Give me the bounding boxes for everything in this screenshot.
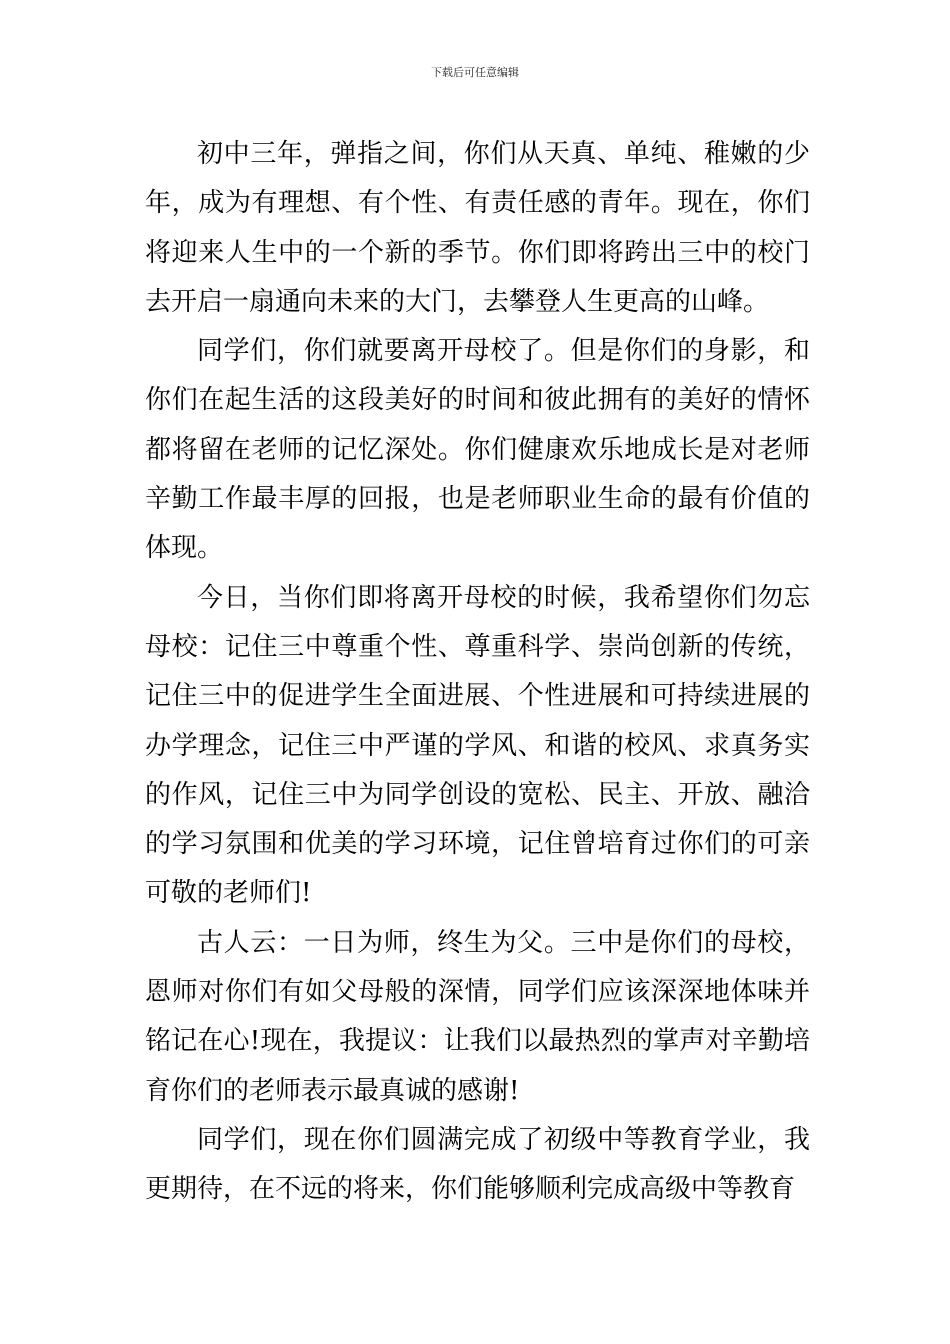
paragraph-1: 初中三年，弹指之间，你们从天真、单纯、稚嫩的少年，成为有理想、有个性、有责任感的青年。现在，你们将迎来人生中的一个新的季节。你们即将跨出三中的校门去开启一扇通向未来的大门，去攀登人生更高的山峰。 <box>145 139 810 317</box>
document-body <box>145 130 810 1215</box>
paragraph-2: 同学们，你们就要离开母校了。但是你们的身影，和你们在起生活的这段美好的时间和彼此拥有的美好的情怀都将留在老师的记忆深处。你们健康欢乐地成长是对老师辛勤工作最丰厚的回报，也是老师职业生命的最有价值的体现。 <box>145 336 810 564</box>
page-header: 下载后可任意编辑 <box>431 66 519 79</box>
paragraph-5: 同学们，现在你们圆满完成了初级中等教育学业，我更期待，在不远的将来，你们能够顺利完成高级中等教育 <box>145 1124 810 1205</box>
paragraph-4: 古人云：一日为师，终生为父。三中是你们的母校，恩师对你们有如父母般的深情，同学们应该深深地体味并铭记在心!现在，我提议：让我们以最热烈的掌声对辛勤培育你们的老师表示最真诚的感谢! <box>145 927 810 1106</box>
paragraph-3: 今日，当你们即将离开母校的时候，我希望你们勿忘母校：记住三中尊重个性、尊重科学、崇尚创新的传统，记住三中的促进学生全面进展、个性进展和可持续进展的办学理念，记住三中严谨的学风、和谐的校风、求真务实的作风，记住三中为同学创设的宽松、民主、开放、融洽的学习氛围和优美的学习环境，记住曾培育过你们的可亲可敬的老师们! <box>145 582 810 909</box>
